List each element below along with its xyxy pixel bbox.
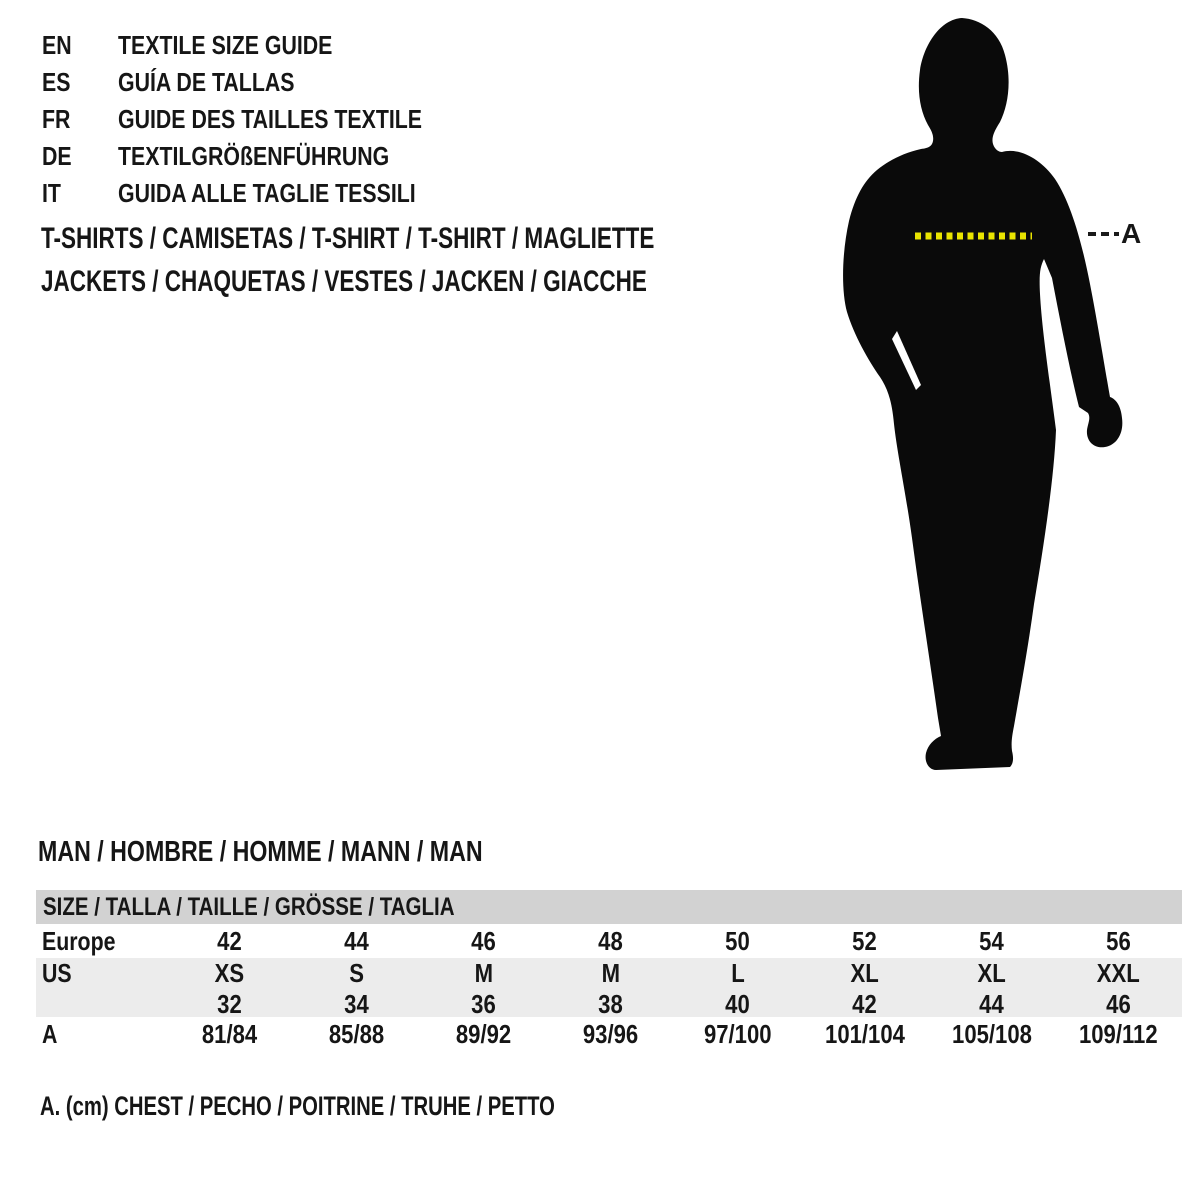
size-cell: 44: [979, 989, 1004, 1019]
size-cell: 32: [217, 989, 242, 1019]
size-cell: 34: [344, 989, 369, 1019]
man-silhouette-body: [843, 18, 1122, 770]
size-cell: 42: [217, 925, 242, 956]
language-code: FR: [42, 104, 71, 134]
row-label: US: [42, 958, 72, 988]
size-cell: 56: [1106, 925, 1131, 956]
size-cell: S: [349, 958, 364, 988]
shaded-row-group: [36, 958, 1182, 1017]
size-cell: 46: [471, 925, 496, 956]
language-title: TEXTILE SIZE GUIDE: [118, 30, 333, 60]
size-table: [36, 890, 1182, 1051]
size-cell: 54: [979, 925, 1004, 956]
table-row-europe: [36, 924, 1182, 958]
size-cell: 48: [598, 925, 623, 956]
size-cell: M: [601, 958, 620, 988]
size-cell: 40: [725, 989, 750, 1019]
size-cell: 44: [344, 925, 369, 956]
table-row-numeric: [36, 989, 1182, 1017]
size-cell: XXL: [1096, 958, 1140, 988]
category-line-jackets: JACKETS / CHAQUETAS / VESTES / JACKEN / GIACCHE: [41, 265, 647, 298]
size-cell: 38: [598, 989, 623, 1019]
size-cell: 85/88: [328, 1018, 385, 1049]
size-cell: 89/92: [455, 1018, 512, 1049]
size-cell: 101/104: [824, 1018, 905, 1049]
language-code: ES: [42, 67, 71, 97]
language-title: GUIDA ALLE TAGLIE TESSILI: [118, 178, 416, 208]
language-code: IT: [42, 178, 61, 208]
language-title: GUÍA DE TALLAS: [118, 67, 295, 97]
size-cell: 97/100: [703, 1018, 772, 1049]
size-cell: 105/108: [951, 1018, 1032, 1049]
language-title: GUIDE DES TAILLES TEXTILE: [118, 104, 423, 134]
size-cell: 52: [852, 925, 877, 956]
language-title: TEXTILGRÖßENFÜHRUNG: [118, 141, 390, 171]
size-cell: 42: [852, 989, 877, 1019]
footnote-chest: A. (cm) CHEST / PECHO / POITRINE / TRUHE / PETTO: [40, 1091, 555, 1121]
measurement-label-a: A: [1121, 218, 1142, 249]
table-row-chest: [36, 1017, 1182, 1051]
size-cell: XL: [850, 958, 879, 988]
size-cell: L: [730, 958, 745, 988]
size-cell: 93/96: [582, 1018, 639, 1049]
row-label: Europe: [42, 925, 116, 956]
size-cell: 36: [471, 989, 496, 1019]
size-table-header: SIZE / TALLA / TAILLE / GRÖSSE / TAGLIA: [36, 890, 1182, 924]
size-cell: 46: [1106, 989, 1131, 1019]
table-row-us: [36, 958, 1182, 989]
size-cell: 109/112: [1079, 1018, 1158, 1049]
language-code: DE: [42, 141, 72, 171]
row-label: A: [42, 1018, 58, 1049]
size-cell: 50: [725, 925, 750, 956]
size-cell: 81/84: [201, 1018, 258, 1049]
size-cell: XS: [214, 958, 245, 988]
language-code: EN: [42, 30, 72, 60]
category-line-tshirts: T-SHIRTS / CAMISETAS / T-SHIRT / T-SHIRT / MAGLIETTE: [41, 222, 655, 255]
size-cell: XL: [977, 958, 1006, 988]
section-heading-man: MAN / HOMBRE / HOMME / MANN / MAN: [38, 836, 483, 868]
size-cell: M: [474, 958, 493, 988]
